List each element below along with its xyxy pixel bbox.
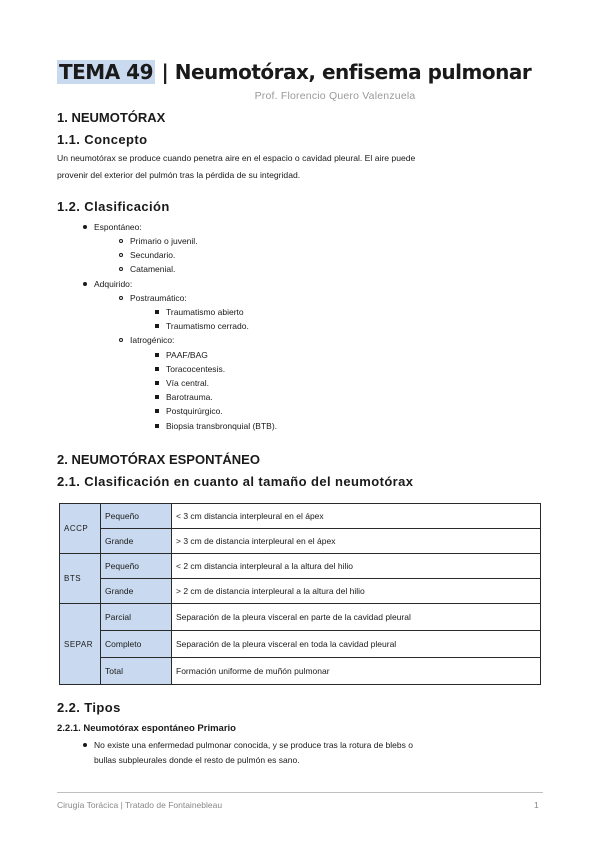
- circle-bullet-icon: [119, 267, 123, 271]
- circle-bullet-icon: [119, 338, 123, 342]
- table-row: [60, 554, 541, 579]
- list-item: Traumatismo abierto: [166, 306, 244, 318]
- table-cell-size: Pequeño: [101, 504, 172, 529]
- concept-paragraph: [57, 150, 544, 184]
- table-row: [60, 658, 541, 685]
- list-item: Primario o juvenil.: [130, 235, 198, 247]
- list-item: Biopsia transbronquial (BTB).: [166, 420, 277, 432]
- list-item: Espontáneo:: [94, 221, 142, 233]
- footer-text: Cirugía Torácica | Tratado de Fontainebleau: [57, 800, 223, 810]
- square-bullet-icon: [155, 310, 159, 314]
- table-cell-desc: < 2 cm distancia interpleural a la altura del hilio: [172, 554, 541, 579]
- table-cell-size: Total: [101, 658, 172, 685]
- table-cell-desc: < 3 cm distancia interpleural en el ápex: [172, 504, 541, 529]
- primary-line-2: bullas subpleurales donde el resto de pulmón es sano.: [94, 755, 300, 765]
- list-item: Adquirido:: [94, 278, 132, 290]
- list-item: Postquirúrgico.: [166, 405, 223, 417]
- concept-heading: 1.1. Concepto: [57, 132, 148, 147]
- list-item: Vía central.: [166, 377, 209, 389]
- primary-heading: 2.2.1. Neumotórax espontáneo Primario: [57, 723, 236, 734]
- classification-table: [59, 503, 541, 685]
- topic-title: Neumotórax, enfisema pulmonar: [174, 60, 532, 84]
- table-cell-size: Grande: [101, 529, 172, 554]
- section-heading-2: 2. NEUMOTÓRAX ESPONTÁNEO: [57, 452, 260, 467]
- list-item: [94, 738, 544, 768]
- list-item: Secundario.: [130, 249, 175, 261]
- square-bullet-icon: [155, 353, 159, 357]
- list-item: Barotrauma.: [166, 391, 213, 403]
- square-bullet-icon: [155, 395, 159, 399]
- list-item: Iatrogénico:: [130, 334, 174, 346]
- table-cell-desc: > 2 cm de distancia interpleural a la altura del hilio: [172, 579, 541, 604]
- table-cell-size: Grande: [101, 579, 172, 604]
- table-row: [60, 529, 541, 554]
- bullet-icon: [83, 282, 87, 286]
- table-row: [60, 579, 541, 604]
- circle-bullet-icon: [119, 296, 123, 300]
- table-group-separ: SEPAR: [60, 604, 101, 685]
- table-cell-size: Pequeño: [101, 554, 172, 579]
- concept-line-2: provenir del exterior del pulmón tras la pérdida de su integridad.: [57, 170, 301, 180]
- types-heading: 2.2. Tipos: [57, 700, 121, 715]
- table-cell-desc: > 3 cm de distancia interpleural en el ápex: [172, 529, 541, 554]
- table-row: [60, 631, 541, 658]
- square-bullet-icon: [155, 381, 159, 385]
- list-item: Postraumático:: [130, 292, 187, 304]
- table-cell-size: Parcial: [101, 604, 172, 631]
- table-cell-desc: Separación de la pleura visceral en toda la cavidad pleural: [172, 631, 541, 658]
- list-item: Traumatismo cerrado.: [166, 320, 249, 332]
- primary-line-1: No existe una enfermedad pulmonar conocida, y se produce tras la rotura de blebs o: [94, 740, 413, 750]
- list-item: Toracocentesis.: [166, 363, 225, 375]
- list-item: PAAF/BAG: [166, 349, 208, 361]
- circle-bullet-icon: [119, 239, 123, 243]
- bullet-icon: [83, 743, 87, 747]
- section-heading-1: 1. NEUMOTÓRAX: [57, 110, 166, 125]
- footer-divider: [57, 792, 543, 793]
- square-bullet-icon: [155, 424, 159, 428]
- square-bullet-icon: [155, 409, 159, 413]
- table-row: [60, 504, 541, 529]
- title-separator: |: [161, 60, 169, 84]
- square-bullet-icon: [155, 324, 159, 328]
- author: Prof. Florencio Quero Valenzuela: [254, 90, 416, 102]
- square-bullet-icon: [155, 367, 159, 371]
- table-row: [60, 604, 541, 631]
- page-number: 1: [534, 800, 539, 810]
- table-group-acpp: ACCP: [60, 504, 101, 554]
- table-cell-desc: Formación uniforme de muñón pulmonar: [172, 658, 541, 685]
- circle-bullet-icon: [119, 253, 123, 257]
- table-group-bts: BTS: [60, 554, 101, 604]
- size-classification-heading: 2.1. Clasificación en cuanto al tamaño del neumotórax: [57, 474, 414, 489]
- table-cell-size: Completo: [101, 631, 172, 658]
- list-item: Catamenial.: [130, 263, 175, 275]
- topic-label: TEMA 49: [59, 60, 153, 84]
- classification-heading: 1.2. Clasificación: [57, 199, 170, 214]
- concept-line-1: Un neumotórax se produce cuando penetra aire en el espacio o cavidad pleural. El aire puede: [57, 153, 416, 163]
- table-cell-desc: Separación de la pleura visceral en parte de la cavidad pleural: [172, 604, 541, 631]
- page-title: [57, 60, 531, 84]
- bullet-icon: [83, 225, 87, 229]
